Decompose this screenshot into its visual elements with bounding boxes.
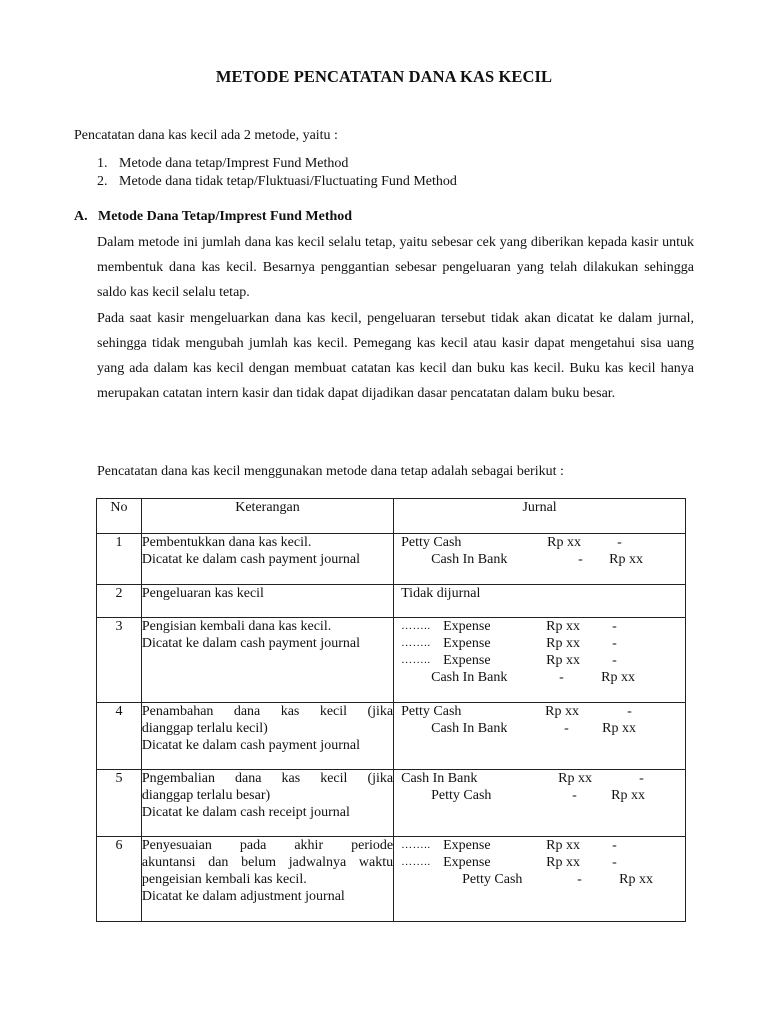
row-keterangan [141,534,393,585]
table-row [97,585,686,618]
credit-amount: - [612,619,617,634]
row-jurnal [394,770,686,837]
page-title: METODE PENCATATAN DANA KAS KECIL [215,67,553,86]
dots-placeholder: …….. [401,654,431,666]
row-keterangan [141,703,393,770]
row-number: 5 [97,770,142,837]
account-debit: Expense [443,855,491,870]
dots-placeholder: …….. [401,620,431,632]
ket-line: Dicatat ke dalam cash receipt journal [141,805,350,820]
ket-line: Pengeluaran kas kecil [141,586,264,601]
ket-line: Dicatat ke dalam cash payment journal [141,636,360,651]
ket-line: Pengisian kembali dana kas kecil. [141,619,332,634]
account-credit: Cash In Bank [431,670,508,685]
table-header-row [97,499,686,534]
jurnal-note: Tidak dijurnal [401,586,481,601]
ket-line: Dicatat ke dalam cash payment journal [141,738,360,753]
row-jurnal [394,837,686,922]
account-credit: Cash In Bank [431,721,508,736]
debit-amount: - [572,788,577,803]
table-row [97,534,686,585]
debit-amount: Rp xx [545,704,579,719]
row-number: 6 [97,837,142,922]
credit-amount: - [639,771,644,786]
ket-line: dianggap terlalu kecil) [141,721,268,736]
method-list [97,155,457,191]
account-debit: Expense [443,636,491,651]
debit-amount: Rp xx [546,636,580,651]
paragraph-2: Pada saat kasir mengeluarkan dana kas kecil, pengeluaran tersebut tidak akan dicatat ke dalam jurnal, sehingga tidak mengubah jumlah kas kecil. Pemegang kas kecil atau kasir dapat mengetahui sisa uang yang ada dalam kas kecil dengan membuat catatan kas kecil dan buku kas kecil. Buku kas kecil hanya merupakan catatan intern kasir dan tidak dapat dijadikan dasar pencatatan dalam buku besar. [97,311,694,401]
credit-amount: Rp xx [601,670,635,685]
ket-line: Pembentukkan dana kas kecil. [141,535,312,550]
credit-amount: - [612,838,617,853]
credit-amount: - [627,704,632,719]
ket-line: Pngembalian dana kas kecil (jika [141,771,394,786]
section-title: Metode Dana Tetap/Imprest Fund Method [98,209,353,224]
header-jurnal: Jurnal [394,499,686,534]
table-row [97,703,686,770]
journal-table [96,498,686,922]
list-item [97,173,457,191]
debit-amount: Rp xx [546,838,580,853]
credit-amount: - [617,535,622,550]
ket-line: Penyesuaian pada akhir periode [141,838,394,853]
row-number: 4 [97,703,142,770]
list-text: Metode dana tidak tetap/Fluktuasi/Fluctuating Fund Method [119,174,457,189]
row-jurnal [394,534,686,585]
debit-amount: Rp xx [558,771,592,786]
debit-amount: - [564,721,569,736]
ket-line: Dicatat ke dalam cash payment journal [141,552,360,567]
ket-line: akuntansi dan belum jadwalnya waktu [141,855,394,870]
table-row [97,618,686,703]
debit-amount: - [559,670,564,685]
paragraph-1: Dalam metode ini jumlah dana kas kecil selalu tetap, yaitu sebesar cek yang diberikan kepada kasir untuk membentuk dana kas kecil. Besarnya penggantian sebesar pengeluaran yang telah dilakukan sehingga saldo kas kecil selalu tetap. [97,235,694,300]
section-heading [74,209,352,225]
row-keterangan [141,837,393,922]
account-debit: Petty Cash [401,704,462,719]
list-item [97,155,457,173]
debit-amount: Rp xx [547,535,581,550]
dots-placeholder: …….. [401,637,431,649]
row-jurnal [394,618,686,703]
debit-amount: - [578,552,583,567]
section-letter: A. [74,209,88,224]
row-number: 1 [97,534,142,585]
header-no: No [97,499,142,534]
account-credit: Petty Cash [462,872,523,887]
list-number: 1. [97,156,108,171]
dots-placeholder: …….. [401,856,431,868]
row-number: 2 [97,585,142,618]
header-keterangan: Keterangan [141,499,393,534]
paragraph-3: Pencatatan dana kas kecil menggunakan metode dana tetap adalah sebagai berikut : [97,464,564,479]
ket-line: dianggap terlalu besar) [141,788,271,803]
row-keterangan [141,770,393,837]
ket-line: pengeisian kembali kas kecil. [141,872,307,887]
debit-amount: Rp xx [546,855,580,870]
credit-amount: Rp xx [609,552,643,567]
credit-amount: Rp xx [602,721,636,736]
row-keterangan [141,585,393,618]
credit-amount: - [612,636,617,651]
debit-amount: Rp xx [546,619,580,634]
row-jurnal [394,703,686,770]
row-keterangan [141,618,393,703]
account-debit: Petty Cash [401,535,462,550]
account-debit: Expense [443,619,491,634]
credit-amount: Rp xx [611,788,645,803]
ket-line: Dicatat ke dalam adjustment journal [141,889,345,904]
debit-amount: - [577,872,582,887]
debit-amount: Rp xx [546,653,580,668]
row-number: 3 [97,618,142,703]
credit-amount: - [612,653,617,668]
account-debit: Cash In Bank [401,771,478,786]
ket-line: Penambahan dana kas kecil (jika [141,704,394,719]
account-debit: Expense [443,838,491,853]
intro-text: Pencatatan dana kas kecil ada 2 metode, yaitu : [74,128,338,143]
account-credit: Petty Cash [431,788,492,803]
credit-amount: - [612,855,617,870]
list-number: 2. [97,174,108,189]
list-text: Metode dana tetap/Imprest Fund Method [119,156,349,171]
account-credit: Cash In Bank [431,552,508,567]
table-row [97,837,686,922]
dots-placeholder: …….. [401,839,431,851]
table-row [97,770,686,837]
account-debit: Expense [443,653,491,668]
row-jurnal [394,585,686,618]
credit-amount: Rp xx [619,872,653,887]
